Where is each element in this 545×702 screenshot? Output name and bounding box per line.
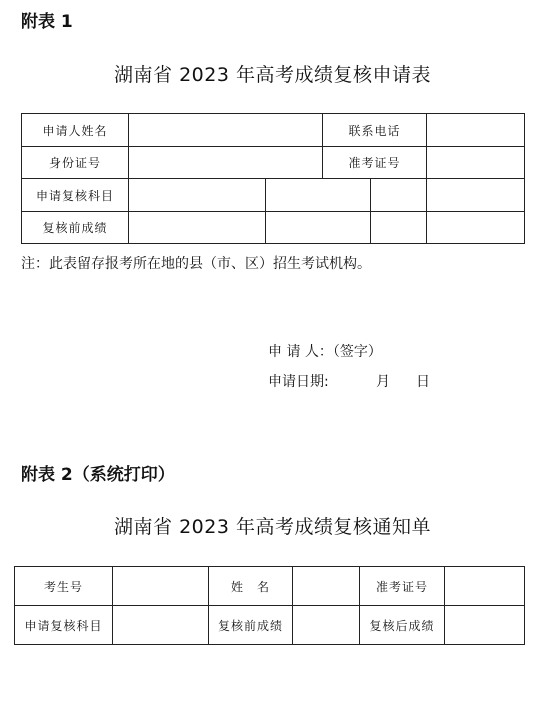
score-before-label: 复核前成绩 bbox=[209, 606, 293, 645]
annex-1-label: 附表 1 bbox=[21, 12, 73, 32]
candidate-number-label: 考生号 bbox=[15, 567, 113, 606]
score-before-cell-1[interactable] bbox=[129, 212, 266, 244]
review-subject-field[interactable] bbox=[113, 606, 209, 645]
applicant-name-field[interactable] bbox=[129, 114, 323, 147]
table-row bbox=[22, 179, 525, 212]
table-row bbox=[22, 114, 525, 147]
apply-day-label: 日 bbox=[416, 374, 430, 390]
exam-ticket-field[interactable] bbox=[427, 147, 525, 179]
applicant-signature-label: 申 请 人：（签字） bbox=[268, 344, 382, 360]
score-before-field[interactable] bbox=[293, 606, 360, 645]
table-row bbox=[15, 567, 525, 606]
score-after-label: 复核后成绩 bbox=[360, 606, 445, 645]
application-form-title: 湖南省 2023 年高考成绩复核申请表 bbox=[114, 64, 431, 86]
id-number-field[interactable] bbox=[129, 147, 323, 179]
review-subject-label: 申请复核科目 bbox=[15, 606, 113, 645]
annex-2-label: 附表 2（系统打印） bbox=[21, 465, 175, 485]
score-before-cell-3[interactable] bbox=[371, 212, 427, 244]
review-subject-label: 申请复核科目 bbox=[22, 179, 129, 212]
review-subject-cell-1[interactable] bbox=[129, 179, 266, 212]
candidate-number-field[interactable] bbox=[113, 567, 209, 606]
review-subject-cell-4[interactable] bbox=[427, 179, 525, 212]
apply-date-label: 申请日期: bbox=[268, 374, 329, 390]
review-subject-cell-2[interactable] bbox=[266, 179, 371, 212]
table-row bbox=[22, 212, 525, 244]
score-before-cell-4[interactable] bbox=[427, 212, 525, 244]
notice-form-title: 湖南省 2023 年高考成绩复核通知单 bbox=[114, 516, 431, 538]
score-before-label: 复核前成绩 bbox=[22, 212, 129, 244]
score-after-field[interactable] bbox=[445, 606, 525, 645]
applicant-name-label: 申请人姓名 bbox=[22, 114, 129, 147]
contact-phone-label: 联系电话 bbox=[323, 114, 427, 147]
id-number-label: 身份证号 bbox=[22, 147, 129, 179]
note-text: 注：此表留存报考所在地的县（市、区）招生考试机构。 bbox=[21, 256, 371, 272]
exam-ticket-field[interactable] bbox=[445, 567, 525, 606]
exam-ticket-label: 准考证号 bbox=[323, 147, 427, 179]
table-row bbox=[15, 606, 525, 645]
contact-phone-field[interactable] bbox=[427, 114, 525, 147]
score-before-cell-2[interactable] bbox=[266, 212, 371, 244]
name-label: 姓 名 bbox=[209, 567, 293, 606]
notice-table bbox=[14, 566, 525, 645]
review-subject-cell-3[interactable] bbox=[371, 179, 427, 212]
exam-ticket-label: 准考证号 bbox=[360, 567, 445, 606]
table-row bbox=[22, 147, 525, 179]
name-field[interactable] bbox=[293, 567, 360, 606]
application-table bbox=[21, 113, 525, 244]
apply-month-label: 月 bbox=[376, 374, 390, 390]
